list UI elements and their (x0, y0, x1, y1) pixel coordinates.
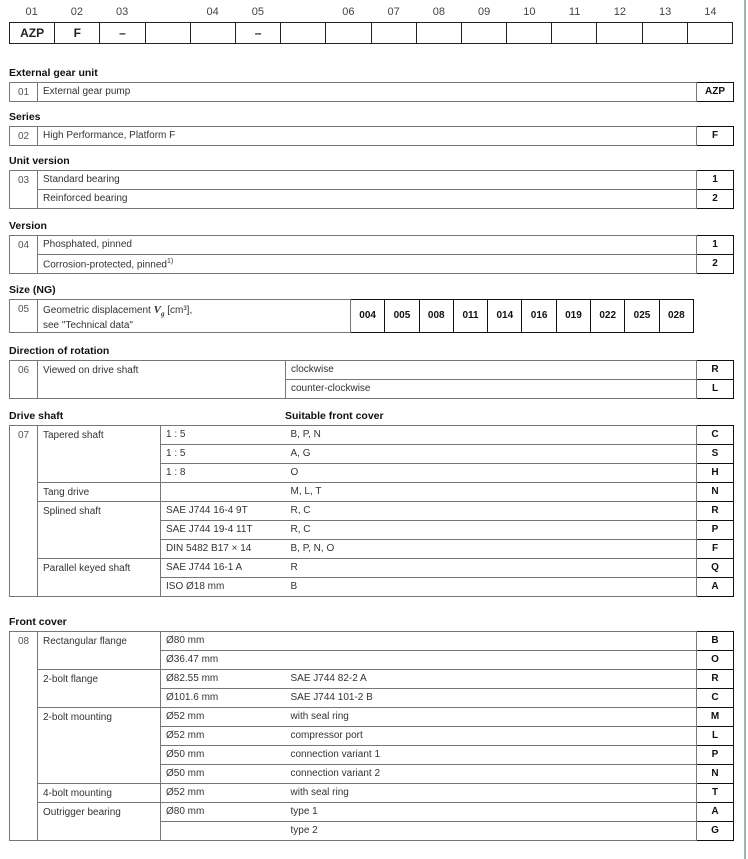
option-code: R (697, 361, 734, 380)
table-row (10, 236, 734, 255)
section-table (9, 235, 734, 274)
option-group-label: Tapered shaft (38, 426, 161, 483)
section-s05 (9, 285, 733, 333)
option-detail: O (286, 464, 697, 483)
code-cell (417, 23, 462, 43)
option-spec: Ø82.55 mm (161, 670, 286, 689)
ordering-code-box (9, 22, 733, 44)
section-s04 (9, 221, 733, 274)
option-detail: counter-clockwise (286, 380, 697, 399)
position-number: 01 (25, 6, 38, 18)
table-row (10, 483, 734, 502)
code-cell (597, 23, 642, 43)
option-detail: connection variant 1 (286, 746, 697, 765)
code-cell: AZP (10, 23, 55, 43)
option-detail: compressor port (286, 727, 697, 746)
option-spec: Ø80 mm (161, 803, 286, 822)
section-title-text: External gear unit (9, 67, 98, 79)
option-label (38, 236, 697, 255)
section-title (9, 112, 733, 122)
option-spec: ISO Ø18 mm (161, 578, 286, 597)
section-s08 (9, 617, 733, 841)
section-title (9, 346, 733, 356)
size-code-011: 011 (453, 300, 487, 333)
position-number: 02 (10, 127, 38, 146)
option-code: S (697, 445, 734, 464)
option-detail: with seal ring (286, 784, 697, 803)
section-table (9, 299, 694, 333)
option-spec: Ø50 mm (161, 765, 286, 784)
section-table (9, 360, 734, 399)
position-number: 03 (10, 171, 38, 209)
option-group-label: 4-bolt mounting (38, 784, 161, 803)
option-detail: connection variant 2 (286, 765, 697, 784)
option-group-label: Viewed on drive shaft (38, 361, 286, 399)
position-number: 05 (251, 6, 264, 18)
code-cell (643, 23, 688, 43)
option-code: 2 (697, 255, 734, 274)
option-code: P (697, 521, 734, 540)
section-title (9, 221, 733, 231)
option-spec: DIN 5482 B17 × 14 (161, 540, 286, 559)
footnote-marker: 1) (166, 258, 174, 266)
option-code: C (697, 689, 734, 708)
size-code-005: 005 (385, 300, 419, 333)
option-code: N (697, 483, 734, 502)
position-number: 07 (10, 426, 38, 597)
position-number: 04 (10, 236, 38, 274)
option-code: M (697, 708, 734, 727)
option-group-label: Rectangular flange (38, 632, 161, 670)
option-label (38, 83, 697, 102)
label-text: see "Technical data" (43, 320, 133, 332)
section-title-text: Series (9, 111, 41, 123)
code-cell: F (55, 23, 100, 43)
table-row (10, 502, 734, 521)
code-cell: – (236, 23, 281, 43)
option-spec: Ø50 mm (161, 746, 286, 765)
option-spec: Ø80 mm (161, 632, 286, 651)
option-code: 2 (697, 190, 734, 209)
section-title (9, 617, 733, 627)
option-code: P (697, 746, 734, 765)
position-number: 02 (70, 6, 83, 18)
code-cell (552, 23, 597, 43)
option-label (38, 190, 697, 209)
section-title (9, 285, 733, 295)
option-group-label: Splined shaft (38, 502, 161, 559)
option-code: L (697, 380, 734, 399)
position-number: 01 (10, 83, 38, 102)
size-code-016: 016 (522, 300, 556, 333)
size-code-022: 022 (591, 300, 625, 333)
option-text: Corrosion-protected, pinned (43, 259, 167, 271)
option-code: A (697, 578, 734, 597)
section-s03 (9, 156, 733, 209)
table-row (10, 670, 734, 689)
option-group-label: 2-bolt mounting (38, 708, 161, 784)
position-number: 09 (478, 6, 491, 18)
option-spec (161, 822, 286, 841)
position-number: 06 (10, 361, 38, 399)
table-row (10, 708, 734, 727)
option-spec: 1 : 5 (161, 426, 286, 445)
section-table (9, 82, 734, 102)
position-number: 05 (10, 300, 38, 333)
section-title-text: Unit version (9, 155, 70, 167)
position-number: 04 (206, 6, 219, 18)
option-text: Phosphated, pinned (43, 239, 132, 250)
option-code: N (697, 765, 734, 784)
section-title-text: Version (9, 220, 47, 232)
section-title-text: Front cover (9, 616, 67, 628)
code-cell (372, 23, 417, 43)
option-label (38, 255, 697, 274)
option-group-label: Parallel keyed shaft (38, 559, 161, 597)
table-row (10, 83, 734, 102)
option-code: H (697, 464, 734, 483)
section-s02 (9, 112, 733, 146)
symbol-letter: V (153, 304, 161, 316)
table-row (10, 632, 734, 651)
table-row (10, 255, 734, 274)
option-spec: 1 : 5 (161, 445, 286, 464)
page-edge-line (744, 0, 746, 859)
option-detail: R, C (286, 502, 697, 521)
option-code: AZP (697, 83, 734, 102)
option-group-label: Outrigger bearing (38, 803, 161, 841)
table-row (10, 559, 734, 578)
option-spec: 1 : 8 (161, 464, 286, 483)
code-cell (146, 23, 191, 43)
symbol (153, 304, 165, 319)
option-spec: Ø36.47 mm (161, 651, 286, 670)
option-code: R (697, 502, 734, 521)
column-title: Suitable front cover (285, 410, 384, 422)
section-table (9, 425, 734, 597)
section-s07 (9, 411, 733, 597)
option-label (38, 171, 697, 190)
option-detail: with seal ring (286, 708, 697, 727)
position-number: 10 (523, 6, 536, 18)
position-number: 14 (704, 6, 717, 18)
table-row (10, 803, 734, 822)
code-cell (507, 23, 552, 43)
option-detail: SAE J744 82-2 A (286, 670, 697, 689)
option-group-label: 2-bolt flange (38, 670, 161, 708)
option-detail (286, 632, 697, 651)
size-code-014: 014 (488, 300, 522, 333)
table-row (10, 190, 734, 209)
option-text: Reinforced bearing (43, 193, 128, 204)
section-s01 (9, 68, 733, 102)
option-code: 1 (697, 171, 734, 190)
section-table (9, 631, 734, 841)
option-detail: type 1 (286, 803, 697, 822)
option-code: T (697, 784, 734, 803)
option-label (38, 127, 697, 146)
position-number: 03 (116, 6, 129, 18)
table-row (10, 127, 734, 146)
option-spec: SAE J744 16-1 A (161, 559, 286, 578)
option-text: High Performance, Platform F (43, 130, 176, 141)
option-spec (161, 483, 286, 502)
size-code-025: 025 (625, 300, 659, 333)
code-cell (688, 23, 732, 43)
option-spec: Ø52 mm (161, 784, 286, 803)
option-code: Q (697, 559, 734, 578)
option-code: B (697, 632, 734, 651)
position-number: 08 (432, 6, 445, 18)
option-code: G (697, 822, 734, 841)
option-spec: Ø101.6 mm (161, 689, 286, 708)
option-code: O (697, 651, 734, 670)
option-code: L (697, 727, 734, 746)
option-detail: B (286, 578, 697, 597)
size-code-019: 019 (556, 300, 590, 333)
section-title (9, 156, 733, 166)
section-title-text: Size (NG) (9, 284, 56, 296)
option-code: A (697, 803, 734, 822)
option-detail (286, 651, 697, 670)
section-table (9, 170, 734, 209)
symbol-subscript: g (160, 310, 165, 319)
option-code: F (697, 127, 734, 146)
table-row (10, 784, 734, 803)
option-spec: SAE J744 19-4 11T (161, 521, 286, 540)
code-cell (462, 23, 507, 43)
section-title-text: Direction of rotation (9, 345, 110, 357)
table-row (10, 361, 734, 380)
option-text: External gear pump (43, 86, 131, 97)
option-detail: clockwise (286, 361, 697, 380)
code-cell: – (100, 23, 145, 43)
section-title (9, 411, 733, 421)
section-title-text: Drive shaft (9, 410, 64, 422)
table-row (10, 171, 734, 190)
table-row (10, 300, 694, 333)
table-row (10, 426, 734, 445)
position-header (9, 6, 733, 20)
option-detail: SAE J744 101-2 B (286, 689, 697, 708)
position-number: 08 (10, 632, 38, 841)
option-code: C (697, 426, 734, 445)
option-spec: SAE J744 16-4 9T (161, 502, 286, 521)
code-cell (326, 23, 371, 43)
position-number: 11 (568, 6, 581, 18)
section-title (9, 68, 733, 78)
option-code: F (697, 540, 734, 559)
option-detail: R (286, 559, 697, 578)
code-cell (191, 23, 236, 43)
option-detail: type 2 (286, 822, 697, 841)
section-table (9, 126, 734, 146)
size-code-028: 028 (659, 300, 693, 333)
label-text: [cm³], (164, 305, 193, 316)
option-group-label: Tang drive (38, 483, 161, 502)
option-spec: Ø52 mm (161, 727, 286, 746)
option-detail: M, L, T (286, 483, 697, 502)
size-code-008: 008 (419, 300, 453, 333)
option-code: R (697, 670, 734, 689)
option-detail: B, P, N (286, 426, 697, 445)
code-cell (281, 23, 326, 43)
row-label (38, 300, 351, 333)
size-code-004: 004 (351, 300, 385, 333)
position-number: 06 (342, 6, 355, 18)
position-number: 12 (613, 6, 626, 18)
position-number: 13 (659, 6, 672, 18)
option-detail: B, P, N, O (286, 540, 697, 559)
option-text: Standard bearing (43, 174, 120, 185)
position-number: 07 (387, 6, 400, 18)
option-detail: R, C (286, 521, 697, 540)
option-code: 1 (697, 236, 734, 255)
label-text: Geometric displacement (43, 305, 154, 316)
section-s06 (9, 346, 733, 399)
option-spec: Ø52 mm (161, 708, 286, 727)
option-detail: A, G (286, 445, 697, 464)
